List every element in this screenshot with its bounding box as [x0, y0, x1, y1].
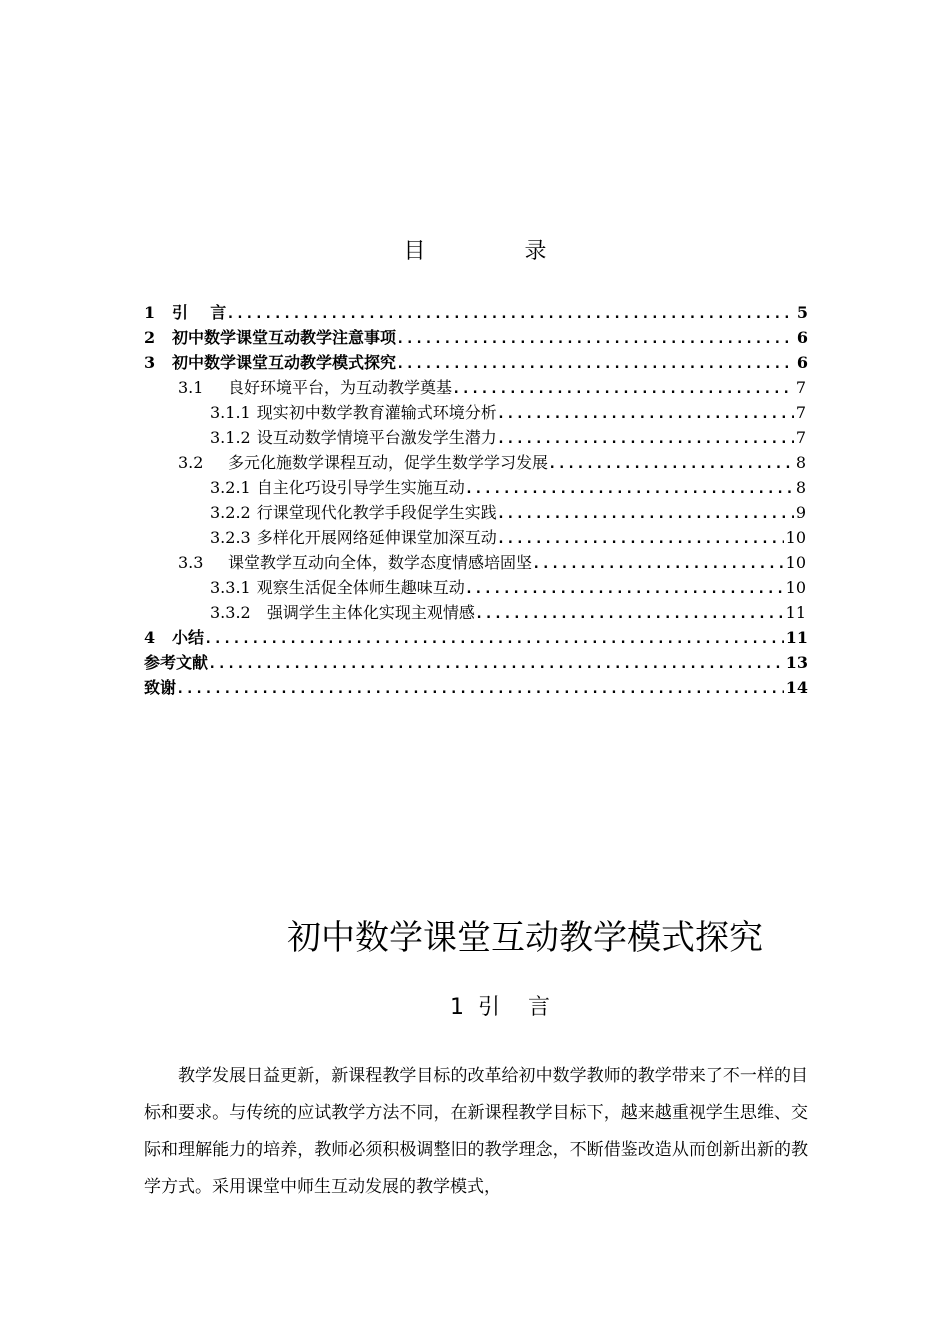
toc-entry-text: 小结	[172, 628, 205, 647]
toc-entry-page: 7	[795, 403, 806, 422]
toc-entry[interactable]	[144, 500, 808, 525]
toc-entry-number: 3.2.1	[210, 478, 251, 497]
toc-entry-number: 3.3.1	[210, 578, 251, 597]
toc-entry[interactable]	[144, 525, 808, 550]
toc-leader-dots	[204, 627, 784, 652]
toc-entry[interactable]	[144, 650, 808, 675]
toc-entry-page: 9	[795, 503, 806, 522]
toc-entry[interactable]	[144, 625, 808, 650]
toc-entry-number: 3.2	[178, 453, 204, 472]
toc-entry[interactable]	[144, 475, 808, 500]
toc-entry-page: 5	[796, 303, 808, 322]
toc-entry[interactable]	[144, 675, 808, 700]
toc-leader-dots	[396, 352, 795, 377]
section-heading: 1 引 言	[450, 995, 550, 1020]
toc-leader-dots	[475, 602, 784, 627]
toc-entry-text: 自主化巧设引导学生实施互动	[256, 478, 465, 497]
toc-entry-page: 10	[785, 553, 806, 572]
toc-leader-dots	[497, 402, 794, 427]
toc-entry-number: 3.1.1	[210, 403, 251, 422]
toc-entry-number: 4	[144, 628, 156, 647]
toc-entry-page: 8	[795, 453, 806, 472]
toc-entry-number: 3.2.2	[210, 503, 251, 522]
toc-entry-text: 行课堂现代化教学手段促学生实践	[256, 503, 497, 522]
toc-entry[interactable]	[144, 400, 808, 425]
toc-entry[interactable]	[144, 325, 808, 350]
toc-entry-page: 10	[785, 528, 806, 547]
toc-leader-dots	[465, 577, 784, 602]
toc-leader-dots	[176, 677, 784, 702]
toc-entry-page: 11	[785, 628, 808, 647]
toc-leader-dots	[497, 527, 784, 552]
toc-entry-number: 2	[144, 328, 156, 347]
toc-leader-dots	[548, 452, 794, 477]
toc-entry[interactable]	[144, 550, 808, 575]
toc-entry-number: 3	[144, 353, 156, 372]
toc-entry-page: 6	[796, 328, 808, 347]
toc-entry[interactable]	[144, 300, 808, 325]
toc-entry-text: 观察生活促全体师生趣味互动	[256, 578, 465, 597]
toc-entry-number: 1	[144, 303, 156, 322]
toc-entry[interactable]	[144, 375, 808, 400]
toc-entry-text: 现实初中数学教育灌输式环境分析	[256, 403, 497, 422]
toc-entry-text: 设互动数学情境平台激发学生潜力	[256, 428, 497, 447]
toc-entry-page: 14	[785, 678, 808, 697]
toc-entry-number: 3.1.2	[210, 428, 251, 447]
toc-entry-text: 多元化施数学课程互动，促学生数学学习发展	[228, 453, 549, 472]
toc-leader-dots	[452, 377, 794, 402]
toc-entry[interactable]	[144, 575, 808, 600]
body-paragraph: 教学发展日益更新，新课程教学目标的改革给初中数学教师的教学带来了不一样的目标和要求。与传统的应试教学方法不同，在新课程教学目标下，越来越重视学生思维、交际和理解能力的培养，教师必须积极调整旧的教学理念，不断借鉴改造从而创新出新的教学方式。采用课堂中师生互动发展的教学模式，	[144, 1066, 808, 1197]
toc-entry-page: 7	[795, 378, 806, 397]
toc-entry-text: 引 言	[172, 303, 227, 322]
toc-entry-number: 3.1	[178, 378, 204, 397]
toc-entry-text: 强调学生主体化实现主观情感	[256, 603, 475, 622]
toc-entry-text: 初中数学课堂互动教学模式探究	[172, 353, 397, 372]
toc-entry-number: 3.3.2	[210, 603, 251, 622]
toc-entry-number: 3.2.3	[210, 528, 251, 547]
toc-entry-page: 10	[785, 578, 806, 597]
toc-entry-page: 8	[795, 478, 806, 497]
toc-entry-text: 致谢	[144, 678, 177, 697]
toc-entry-text: 课堂教学互动向全体，数学态度情感培固坚	[228, 553, 533, 572]
toc-leader-dots	[226, 302, 795, 327]
toc-entry-text: 良好环境平台，为互动教学奠基	[228, 378, 453, 397]
toc-title: 目 录	[403, 239, 593, 264]
toc-leader-dots	[497, 502, 794, 527]
document-title: 初中数学课堂互动教学模式探究	[287, 918, 763, 958]
toc-leader-dots	[396, 327, 795, 352]
toc-entry-text: 多样化开展网络延伸课堂加深互动	[256, 528, 497, 547]
toc-leader-dots	[208, 652, 784, 677]
toc-entry-page: 6	[796, 353, 808, 372]
toc-leader-dots	[532, 552, 784, 577]
table-of-contents	[144, 300, 808, 700]
toc-entry[interactable]	[144, 350, 808, 375]
toc-entry-number: 3.3	[178, 553, 204, 572]
toc-leader-dots	[497, 427, 794, 452]
toc-entry-text: 参考文献	[144, 653, 209, 672]
toc-entry[interactable]	[144, 450, 808, 475]
toc-entry[interactable]	[144, 425, 808, 450]
toc-leader-dots	[465, 477, 794, 502]
toc-entry-text: 初中数学课堂互动教学注意事项	[172, 328, 397, 347]
toc-entry-page: 7	[795, 428, 806, 447]
toc-entry-page: 11	[785, 603, 806, 622]
toc-entry-page: 13	[785, 653, 808, 672]
toc-entry[interactable]	[144, 600, 808, 625]
